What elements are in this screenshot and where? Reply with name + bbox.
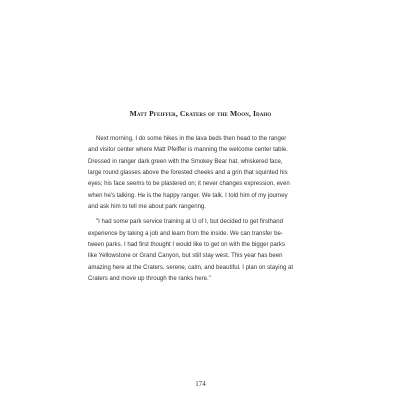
text-line: when he's talking. He is the happy ranger. We talk. I told him of my journey — [88, 192, 288, 199]
paragraph-1 — [88, 134, 315, 213]
text-line: like Yellowstone or Grand Canyon, but still stay west. This year has been — [88, 253, 283, 260]
text-line: and visitor center where Matt Pfeiffer is manning the welcome center table. — [88, 147, 288, 154]
section-heading: Matt Pfeiffer, Craters of the Moon, Idaho — [129, 109, 272, 118]
text-line: eyes; his face seems to be plastered on; it never changes expression, even — [88, 181, 290, 188]
paragraph-2 — [88, 217, 315, 285]
text-line: and ask him to tell me about park rangering. — [88, 204, 206, 211]
text-line: Dressed in ranger dark green with the Smokey Bear hat, whiskered face, — [88, 158, 283, 165]
text-line: amazing here at the Craters, serene, calm, and beautiful. I plan on staying at — [88, 264, 294, 271]
text-line: "I had some park service training at U of I, but decided to get firsthand — [96, 219, 284, 226]
text-line: large round glasses above the forested cheeks and a grin that squinted his — [88, 170, 288, 177]
text-line: experience by taking a job and learn from the inside. We can transfer be- — [88, 230, 283, 237]
body-text — [88, 134, 315, 285]
page-number: 174 — [195, 380, 206, 388]
text-line: Craters and move up through the ranks here." — [88, 276, 211, 283]
text-line: Next morning, I do some hikes in the lava beds then head to the ranger — [96, 136, 287, 142]
text-line: tween parks. I had first thought I would like to get on with the bigger parks — [88, 242, 285, 249]
